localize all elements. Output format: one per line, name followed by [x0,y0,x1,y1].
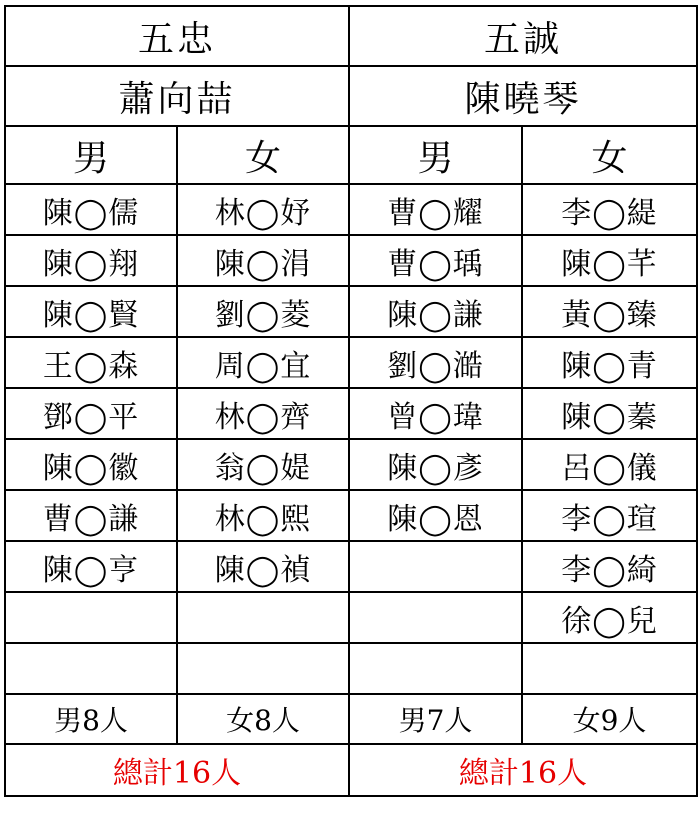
girls-header-cell: 女 [177,126,349,184]
total-row [5,744,697,796]
student-name-cell: 翁◯媞 [177,439,349,490]
boys-header-cell: 男 [5,126,177,184]
boy-count-cell: 男7人 [349,694,522,744]
student-name-cell [349,643,522,694]
student-name-cell: 李◯綺 [522,541,697,592]
class-total-cell: 總計16人 [5,744,349,796]
student-name-cell: 曹◯耀 [349,184,522,235]
student-name-cell: 李◯瑄 [522,490,697,541]
student-row [5,184,697,235]
student-name-cell: 陳◯芊 [522,235,697,286]
student-name-cell: 陳◯徽 [5,439,177,490]
student-row [5,592,697,643]
student-row [5,337,697,388]
student-name-cell: 王◯森 [5,337,177,388]
count-row [5,694,697,744]
student-name-cell: 呂◯儀 [522,439,697,490]
class-name-row [5,6,697,66]
student-row [5,235,697,286]
student-name-cell: 陳◯恩 [349,490,522,541]
student-row [5,643,697,694]
student-name-cell: 陳◯彥 [349,439,522,490]
class-roster-table [4,5,698,797]
student-name-cell: 陳◯謙 [349,286,522,337]
student-name-cell: 陳◯翔 [5,235,177,286]
student-name-cell: 李◯緹 [522,184,697,235]
boys-header-cell: 男 [349,126,522,184]
student-name-cell: 陳◯蓁 [522,388,697,439]
student-name-cell [177,592,349,643]
student-name-cell: 林◯齊 [177,388,349,439]
student-row [5,541,697,592]
student-row [5,286,697,337]
student-name-cell: 林◯妤 [177,184,349,235]
student-name-cell: 劉◯澔 [349,337,522,388]
teacher-name-cell: 陳曉琴 [349,66,697,126]
student-name-cell: 林◯熙 [177,490,349,541]
student-name-cell: 陳◯禎 [177,541,349,592]
girl-count-cell: 女8人 [177,694,349,744]
student-name-cell [5,592,177,643]
student-name-cell: 鄧◯平 [5,388,177,439]
student-name-cell [349,541,522,592]
student-name-cell [177,643,349,694]
student-name-cell: 陳◯賢 [5,286,177,337]
boy-count-cell: 男8人 [5,694,177,744]
student-name-cell: 劉◯菱 [177,286,349,337]
girls-header-cell: 女 [522,126,697,184]
student-name-cell: 曾◯瑋 [349,388,522,439]
class-total-cell: 總計16人 [349,744,697,796]
student-name-cell: 周◯宜 [177,337,349,388]
student-row [5,439,697,490]
teacher-row [5,66,697,126]
student-name-cell: 陳◯亨 [5,541,177,592]
class-name-cell: 五誠 [349,6,697,66]
student-name-cell [5,643,177,694]
class-name-cell: 五忠 [5,6,349,66]
student-name-cell: 陳◯青 [522,337,697,388]
student-name-cell: 黃◯臻 [522,286,697,337]
student-name-cell [522,643,697,694]
student-name-cell: 徐◯兒 [522,592,697,643]
student-name-cell: 陳◯儒 [5,184,177,235]
student-name-cell [349,592,522,643]
teacher-name-cell: 蕭向喆 [5,66,349,126]
student-name-cell: 陳◯涓 [177,235,349,286]
girl-count-cell: 女9人 [522,694,697,744]
gender-header-row [5,126,697,184]
student-name-cell: 曹◯瑀 [349,235,522,286]
student-name-cell: 曹◯謙 [5,490,177,541]
student-row [5,490,697,541]
student-row [5,388,697,439]
